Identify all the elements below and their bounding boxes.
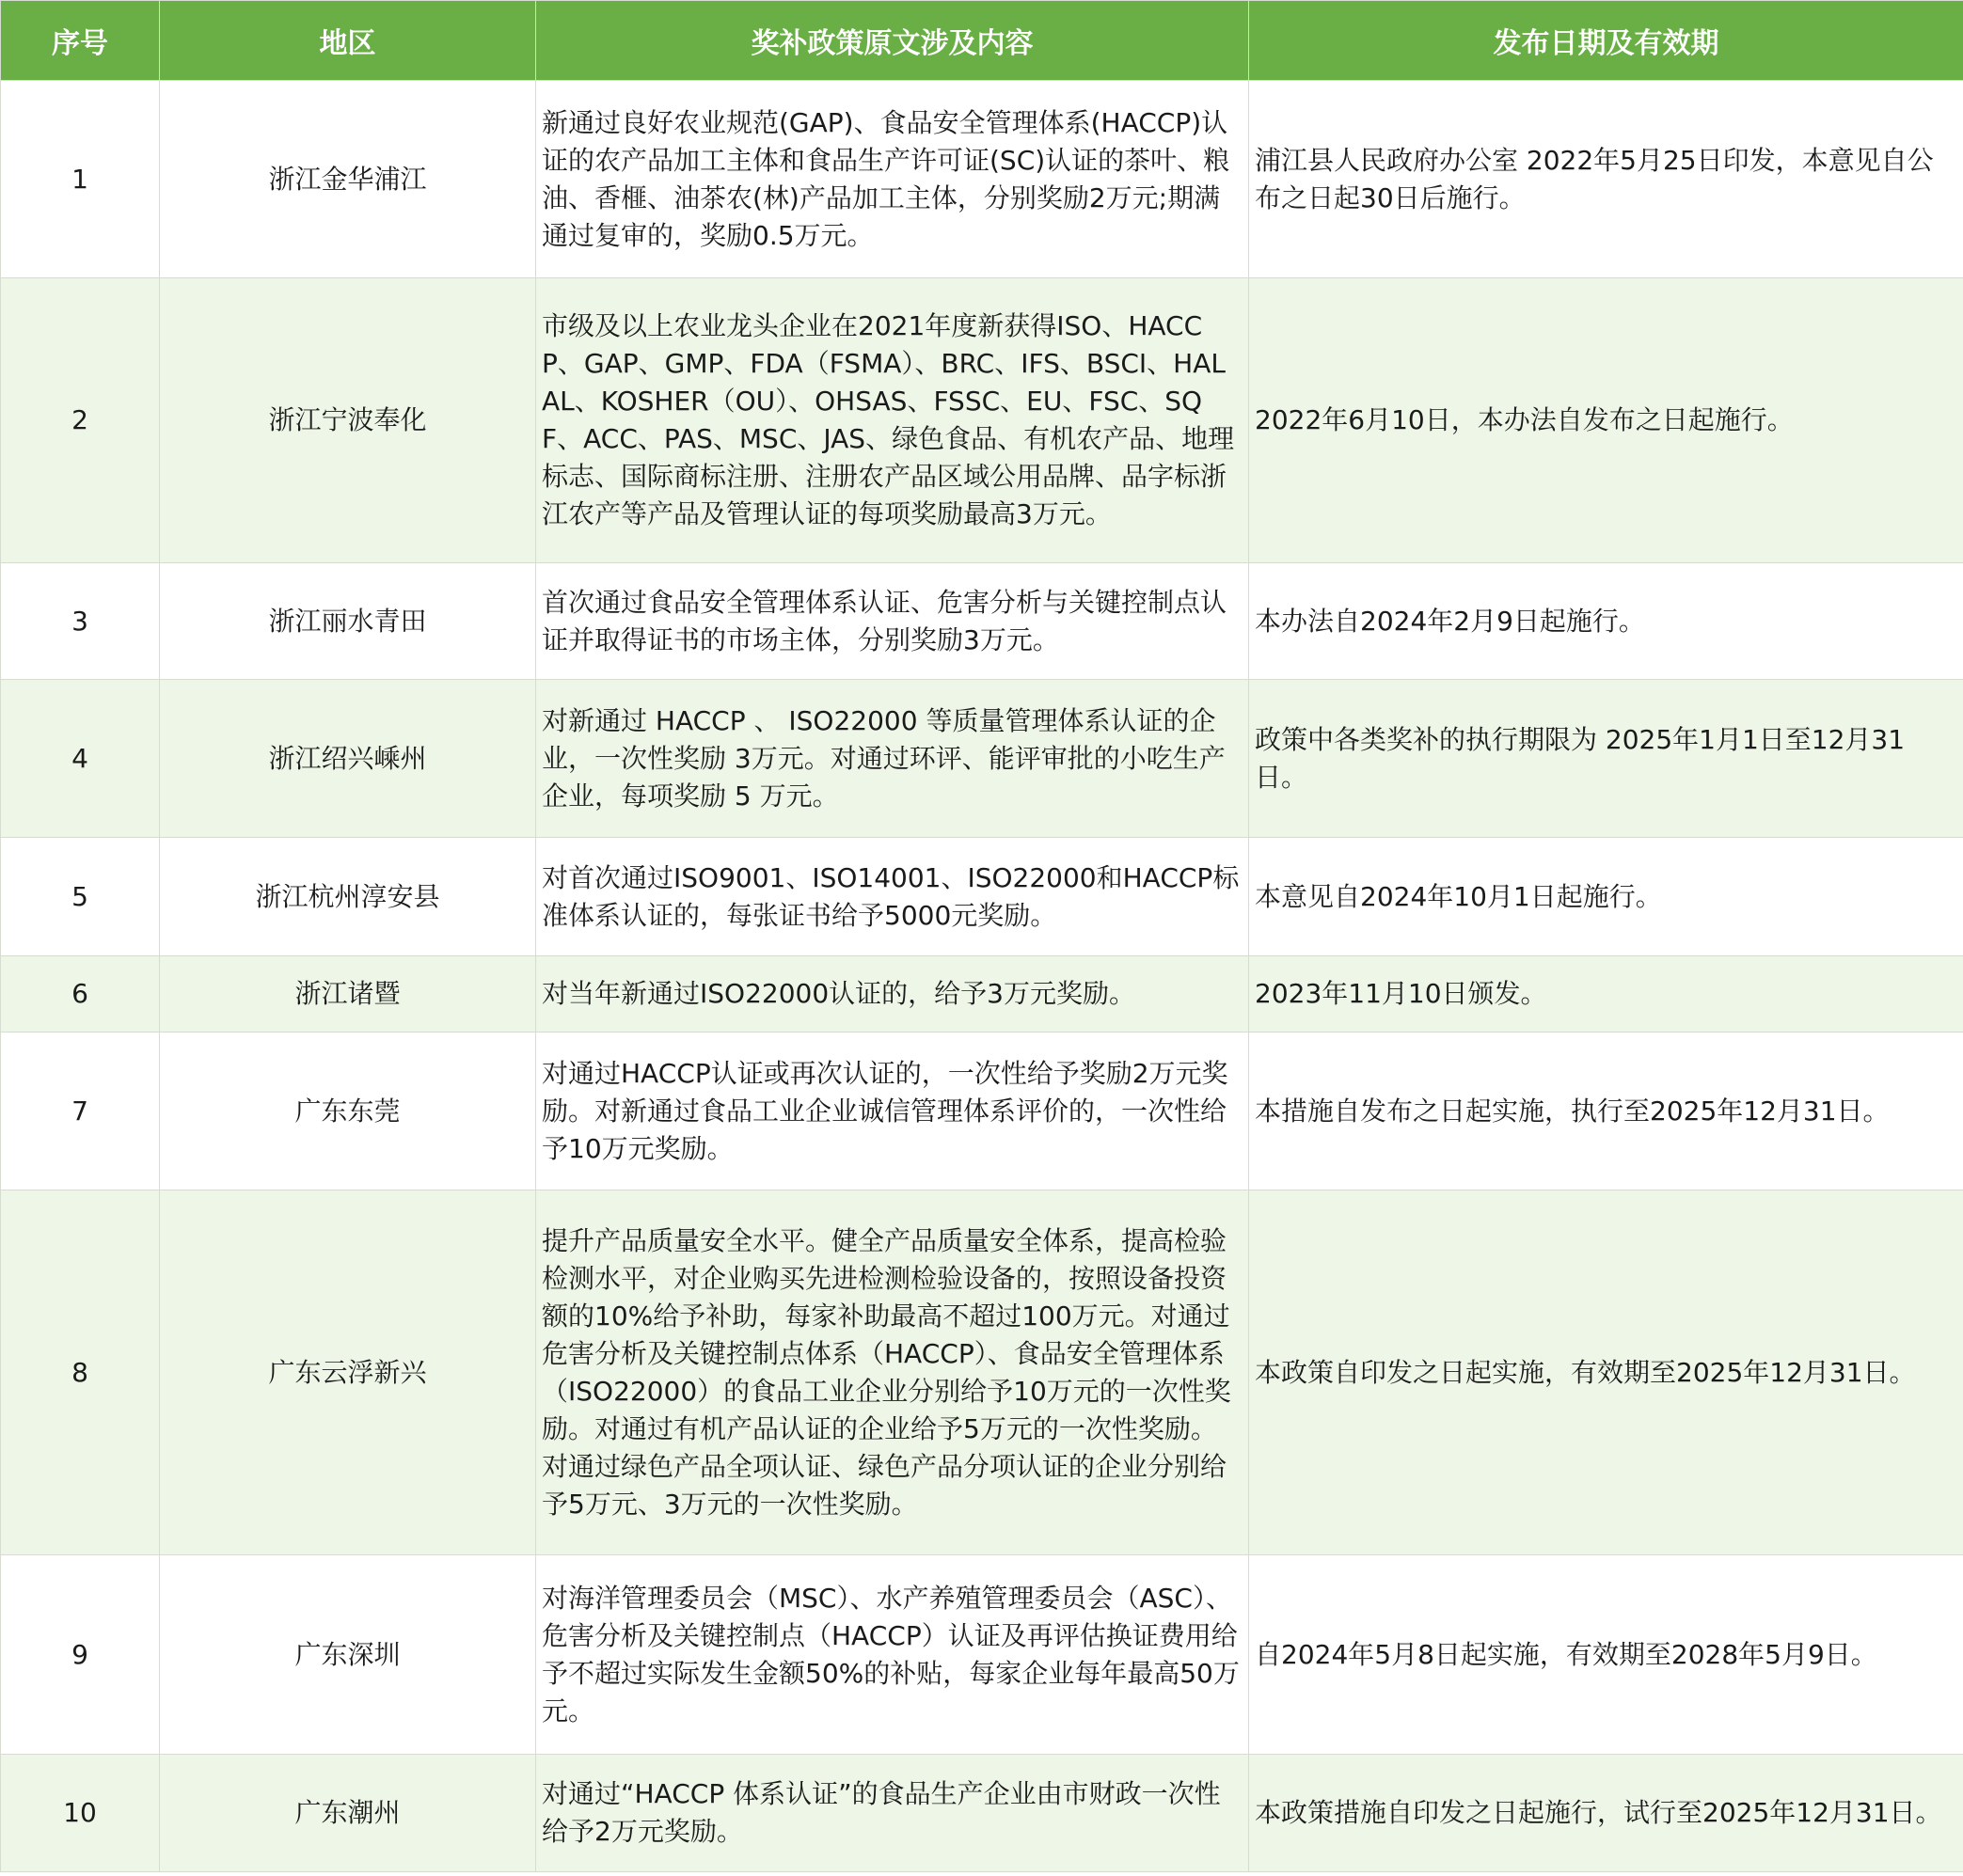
- row-date: 浦江县人民政府办公室 2022年5月25日印发，本意见自公布之日起30日后施行。: [1249, 81, 1963, 278]
- header-date: 发布日期及有效期: [1249, 1, 1963, 81]
- row-content: 对首次通过ISO9001、ISO14001、ISO22000和HACCP标准体系认证的，每张证书给予5000元奖励。: [536, 838, 1249, 956]
- table-row: [1, 1033, 1963, 1190]
- header-content: 奖补政策原文涉及内容: [536, 1, 1249, 81]
- row-region: 广东云浮新兴: [160, 1190, 536, 1555]
- header-region: 地区: [160, 1, 536, 81]
- row-no: 1: [1, 81, 160, 278]
- row-date: 本意见自2024年10月1日起施行。: [1249, 838, 1963, 956]
- row-region: 浙江宁波奉化: [160, 278, 536, 563]
- row-content: 对通过HACCP认证或再次认证的，一次性给予奖励2万元奖励。对新通过食品工业企业诚信管理体系评价的，一次性给予10万元奖励。: [536, 1033, 1249, 1190]
- row-no: 5: [1, 838, 160, 956]
- row-region: 广东深圳: [160, 1555, 536, 1755]
- row-date: 本办法自2024年2月9日起施行。: [1249, 563, 1963, 680]
- row-content: 对通过“HACCP 体系认证”的食品生产企业由市财政一次性给予2万元奖励。: [536, 1755, 1249, 1872]
- row-region: 浙江杭州淳安县: [160, 838, 536, 956]
- row-no: 4: [1, 680, 160, 838]
- table-row: [1, 81, 1963, 278]
- row-no: 10: [1, 1755, 160, 1872]
- header-row: [1, 1, 1963, 81]
- row-content: 对当年新通过ISO22000认证的，给予3万元奖励。: [536, 956, 1249, 1033]
- table-header: [1, 1, 1963, 81]
- table-row: [1, 838, 1963, 956]
- row-content: 提升产品质量安全水平。健全产品质量安全体系，提高检验检测水平，对企业购买先进检测检验设备的，按照设备投资额的10%给予补助，每家补助最高不超过100万元。对通过危害分析及关键控制点体系（HACCP）、食品安全管理体系（ISO22000）的食品工业企业分别给予10万元的一次性奖励。对通过有机产品认证的企业给予5万元的一次性奖励。对通过绿色产品全项认证、绿色产品分项认证的企业分别给予5万元、3万元的一次性奖励。: [536, 1190, 1249, 1555]
- table-row: [1, 1755, 1963, 1872]
- row-content: 对海洋管理委员会（MSC）、水产养殖管理委员会（ASC）、危害分析及关键控制点（HACCP）认证及再评估换证费用给予不超过实际发生金额50%的补贴，每家企业每年最高50万元。: [536, 1555, 1249, 1755]
- table-row: [1, 956, 1963, 1033]
- row-no: 3: [1, 563, 160, 680]
- row-no: 8: [1, 1190, 160, 1555]
- row-no: 2: [1, 278, 160, 563]
- row-region: 浙江绍兴嵊州: [160, 680, 536, 838]
- row-region: 浙江丽水青田: [160, 563, 536, 680]
- table-row: [1, 680, 1963, 838]
- row-content: 市级及以上农业龙头企业在2021年度新获得ISO、HACCP、GAP、GMP、FDA（FSMA）、BRC、IFS、BSCI、HALAL、KOSHER（OU）、OHSAS、FSSC、EU、FSC、SQF、ACC、PAS、MSC、JAS、绿色食品、有机农产品、地理标志、国际商标注册、注册农产品区域公用品牌、品字标浙江农产等产品及管理认证的每项奖励最高3万元。: [536, 278, 1249, 563]
- table-row: [1, 563, 1963, 680]
- row-content: 新通过良好农业规范(GAP)、食品安全管理体系(HACCP)认证的农产品加工主体和食品生产许可证(SC)认证的茶叶、粮油、香榧、油茶农(林)产品加工主体，分别奖励2万元;期满通过复审的，奖励0.5万元。: [536, 81, 1249, 278]
- row-date: 本措施自发布之日起实施，执行至2025年12月31日。: [1249, 1033, 1963, 1190]
- table-row: [1, 1555, 1963, 1755]
- row-region: 浙江金华浦江: [160, 81, 536, 278]
- row-date: 本政策自印发之日起实施，有效期至2025年12月31日。: [1249, 1190, 1963, 1555]
- row-no: 7: [1, 1033, 160, 1190]
- row-region: 广东东莞: [160, 1033, 536, 1190]
- row-content: 对新通过 HACCP 、 ISO22000 等质量管理体系认证的企业，一次性奖励 3万元。对通过环评、能评审批的小吃生产企业，每项奖励 5 万元。: [536, 680, 1249, 838]
- row-date: 2022年6月10日，本办法自发布之日起施行。: [1249, 278, 1963, 563]
- row-no: 6: [1, 956, 160, 1033]
- row-date: 本政策措施自印发之日起施行，试行至2025年12月31日。: [1249, 1755, 1963, 1872]
- header-no: 序号: [1, 1, 160, 81]
- row-date: 2023年11月10日颁发。: [1249, 956, 1963, 1033]
- row-content: 首次通过食品安全管理体系认证、危害分析与关键控制点认证并取得证书的市场主体，分别奖励3万元。: [536, 563, 1249, 680]
- row-date: 政策中各类奖补的执行期限为 2025年1月1日至12月31日。: [1249, 680, 1963, 838]
- table-row: [1, 1190, 1963, 1555]
- row-region: 浙江诸暨: [160, 956, 536, 1033]
- row-date: 自2024年5月8日起实施，有效期至2028年5月9日。: [1249, 1555, 1963, 1755]
- table-row: [1, 278, 1963, 563]
- table-body: [1, 81, 1963, 1872]
- row-no: 9: [1, 1555, 160, 1755]
- row-region: 广东潮州: [160, 1755, 536, 1872]
